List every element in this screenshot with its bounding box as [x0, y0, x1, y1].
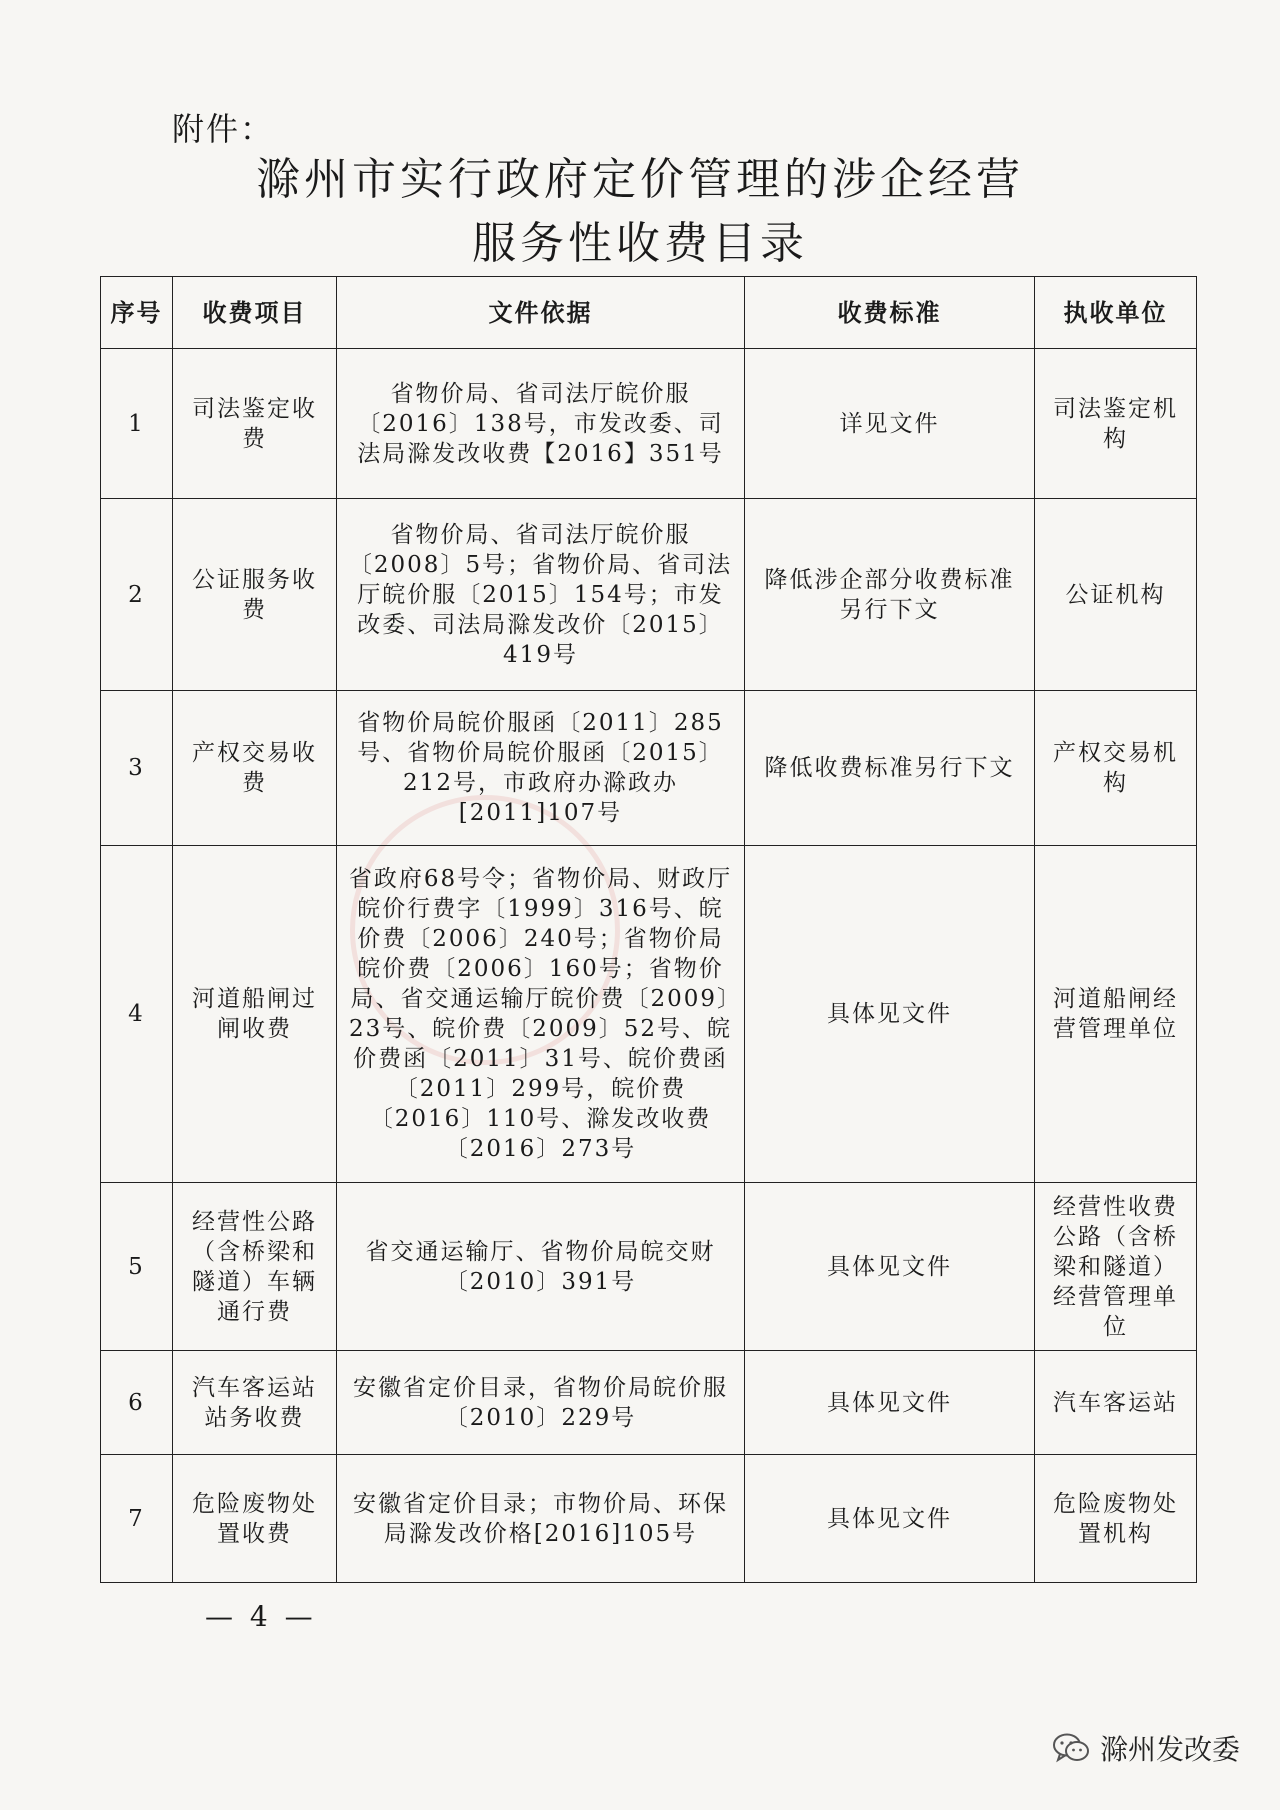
row-unit: 司法鉴定机构 [1035, 349, 1197, 499]
row-no: 3 [101, 691, 173, 846]
row-standard: 具体见文件 [745, 1183, 1035, 1351]
wechat-icon [1052, 1732, 1090, 1764]
table-row [101, 691, 1197, 846]
row-no: 6 [101, 1351, 173, 1455]
header-item: 收费项目 [173, 277, 337, 349]
row-basis: 安徽省定价目录；市物价局、环保局滁发改价格[2016]105号 [337, 1455, 745, 1583]
row-standard: 详见文件 [745, 349, 1035, 499]
table-row [101, 1455, 1197, 1583]
fee-catalog-table [100, 276, 1197, 1583]
header-no: 序号 [101, 277, 173, 349]
row-no: 2 [101, 499, 173, 691]
header-unit: 执收单位 [1035, 277, 1197, 349]
row-basis: 省物价局皖价服函〔2011〕285号、省物价局皖价服函〔2015〕212号，市政府办滁政办[2011]107号 [337, 691, 745, 846]
row-unit: 经营性收费公路（含桥梁和隧道）经营管理单位 [1035, 1183, 1197, 1351]
row-basis: 安徽省定价目录，省物价局皖价服〔2010〕229号 [337, 1351, 745, 1455]
watermark-text: 滁州发改委 [1099, 1733, 1240, 1766]
attachment-label: 附件： [172, 110, 275, 148]
header-standard: 收费标准 [745, 277, 1035, 349]
row-basis: 省政府68号令；省物价局、财政厅皖价行费字〔1999〕316号、皖价费〔2006〕240号；省物价局皖价费〔2006〕160号；省物价局、省交通运输厅皖价费〔2009〕23号、皖价费〔2009〕52号、皖价费函〔2011〕31号、皖价费函〔2011〕299号，皖价费〔2016〕110号、滁发改收费〔2016〕273号 [337, 846, 745, 1183]
row-standard: 具体见文件 [745, 1351, 1035, 1455]
row-item: 汽车客运站站务收费 [173, 1351, 337, 1455]
table-row [101, 349, 1197, 499]
row-item: 公证服务收费 [173, 499, 337, 691]
row-no: 1 [101, 349, 173, 499]
row-no: 5 [101, 1183, 173, 1351]
row-standard: 降低涉企部分收费标准另行下文 [745, 499, 1035, 691]
row-no: 4 [101, 846, 173, 1183]
row-unit: 公证机构 [1035, 499, 1197, 691]
row-standard: 具体见文件 [745, 846, 1035, 1183]
table-row [101, 499, 1197, 691]
row-item: 河道船闸过闸收费 [173, 846, 337, 1183]
row-item: 产权交易收费 [173, 691, 337, 846]
row-unit: 危险废物处置机构 [1035, 1455, 1197, 1583]
row-unit: 河道船闸经营管理单位 [1035, 846, 1197, 1183]
row-basis: 省交通运输厅、省物价局皖交财〔2010〕391号 [337, 1183, 745, 1351]
row-standard: 降低收费标准另行下文 [745, 691, 1035, 846]
row-basis: 省物价局、省司法厅皖价服〔2008〕5号；省物价局、省司法厅皖价服〔2015〕154号；市发改委、司法局滁发改价〔2015〕419号 [337, 499, 745, 691]
row-item: 司法鉴定收费 [173, 349, 337, 499]
table-header-row [101, 277, 1197, 349]
row-standard: 具体见文件 [745, 1455, 1035, 1583]
table-row [101, 1183, 1197, 1351]
table-row [101, 1351, 1197, 1455]
row-basis: 省物价局、省司法厅皖价服〔2016〕138号，市发改委、司法局滁发改收费【2016】351号 [337, 349, 745, 499]
table-row [101, 846, 1197, 1183]
row-item: 危险废物处置收费 [173, 1455, 337, 1583]
row-item: 经营性公路（含桥梁和隧道）车辆通行费 [173, 1183, 337, 1351]
page-number: — 4 — [205, 1600, 317, 1633]
document-title-line2: 服务性收费目录 [472, 218, 808, 269]
header-basis: 文件依据 [337, 277, 745, 349]
wechat-watermark [1052, 1728, 1240, 1768]
row-unit: 汽车客运站 [1035, 1351, 1197, 1455]
document-title-line1: 滁州市实行政府定价管理的涉企经营 [256, 154, 1024, 205]
row-unit: 产权交易机构 [1035, 691, 1197, 846]
row-no: 7 [101, 1455, 173, 1583]
